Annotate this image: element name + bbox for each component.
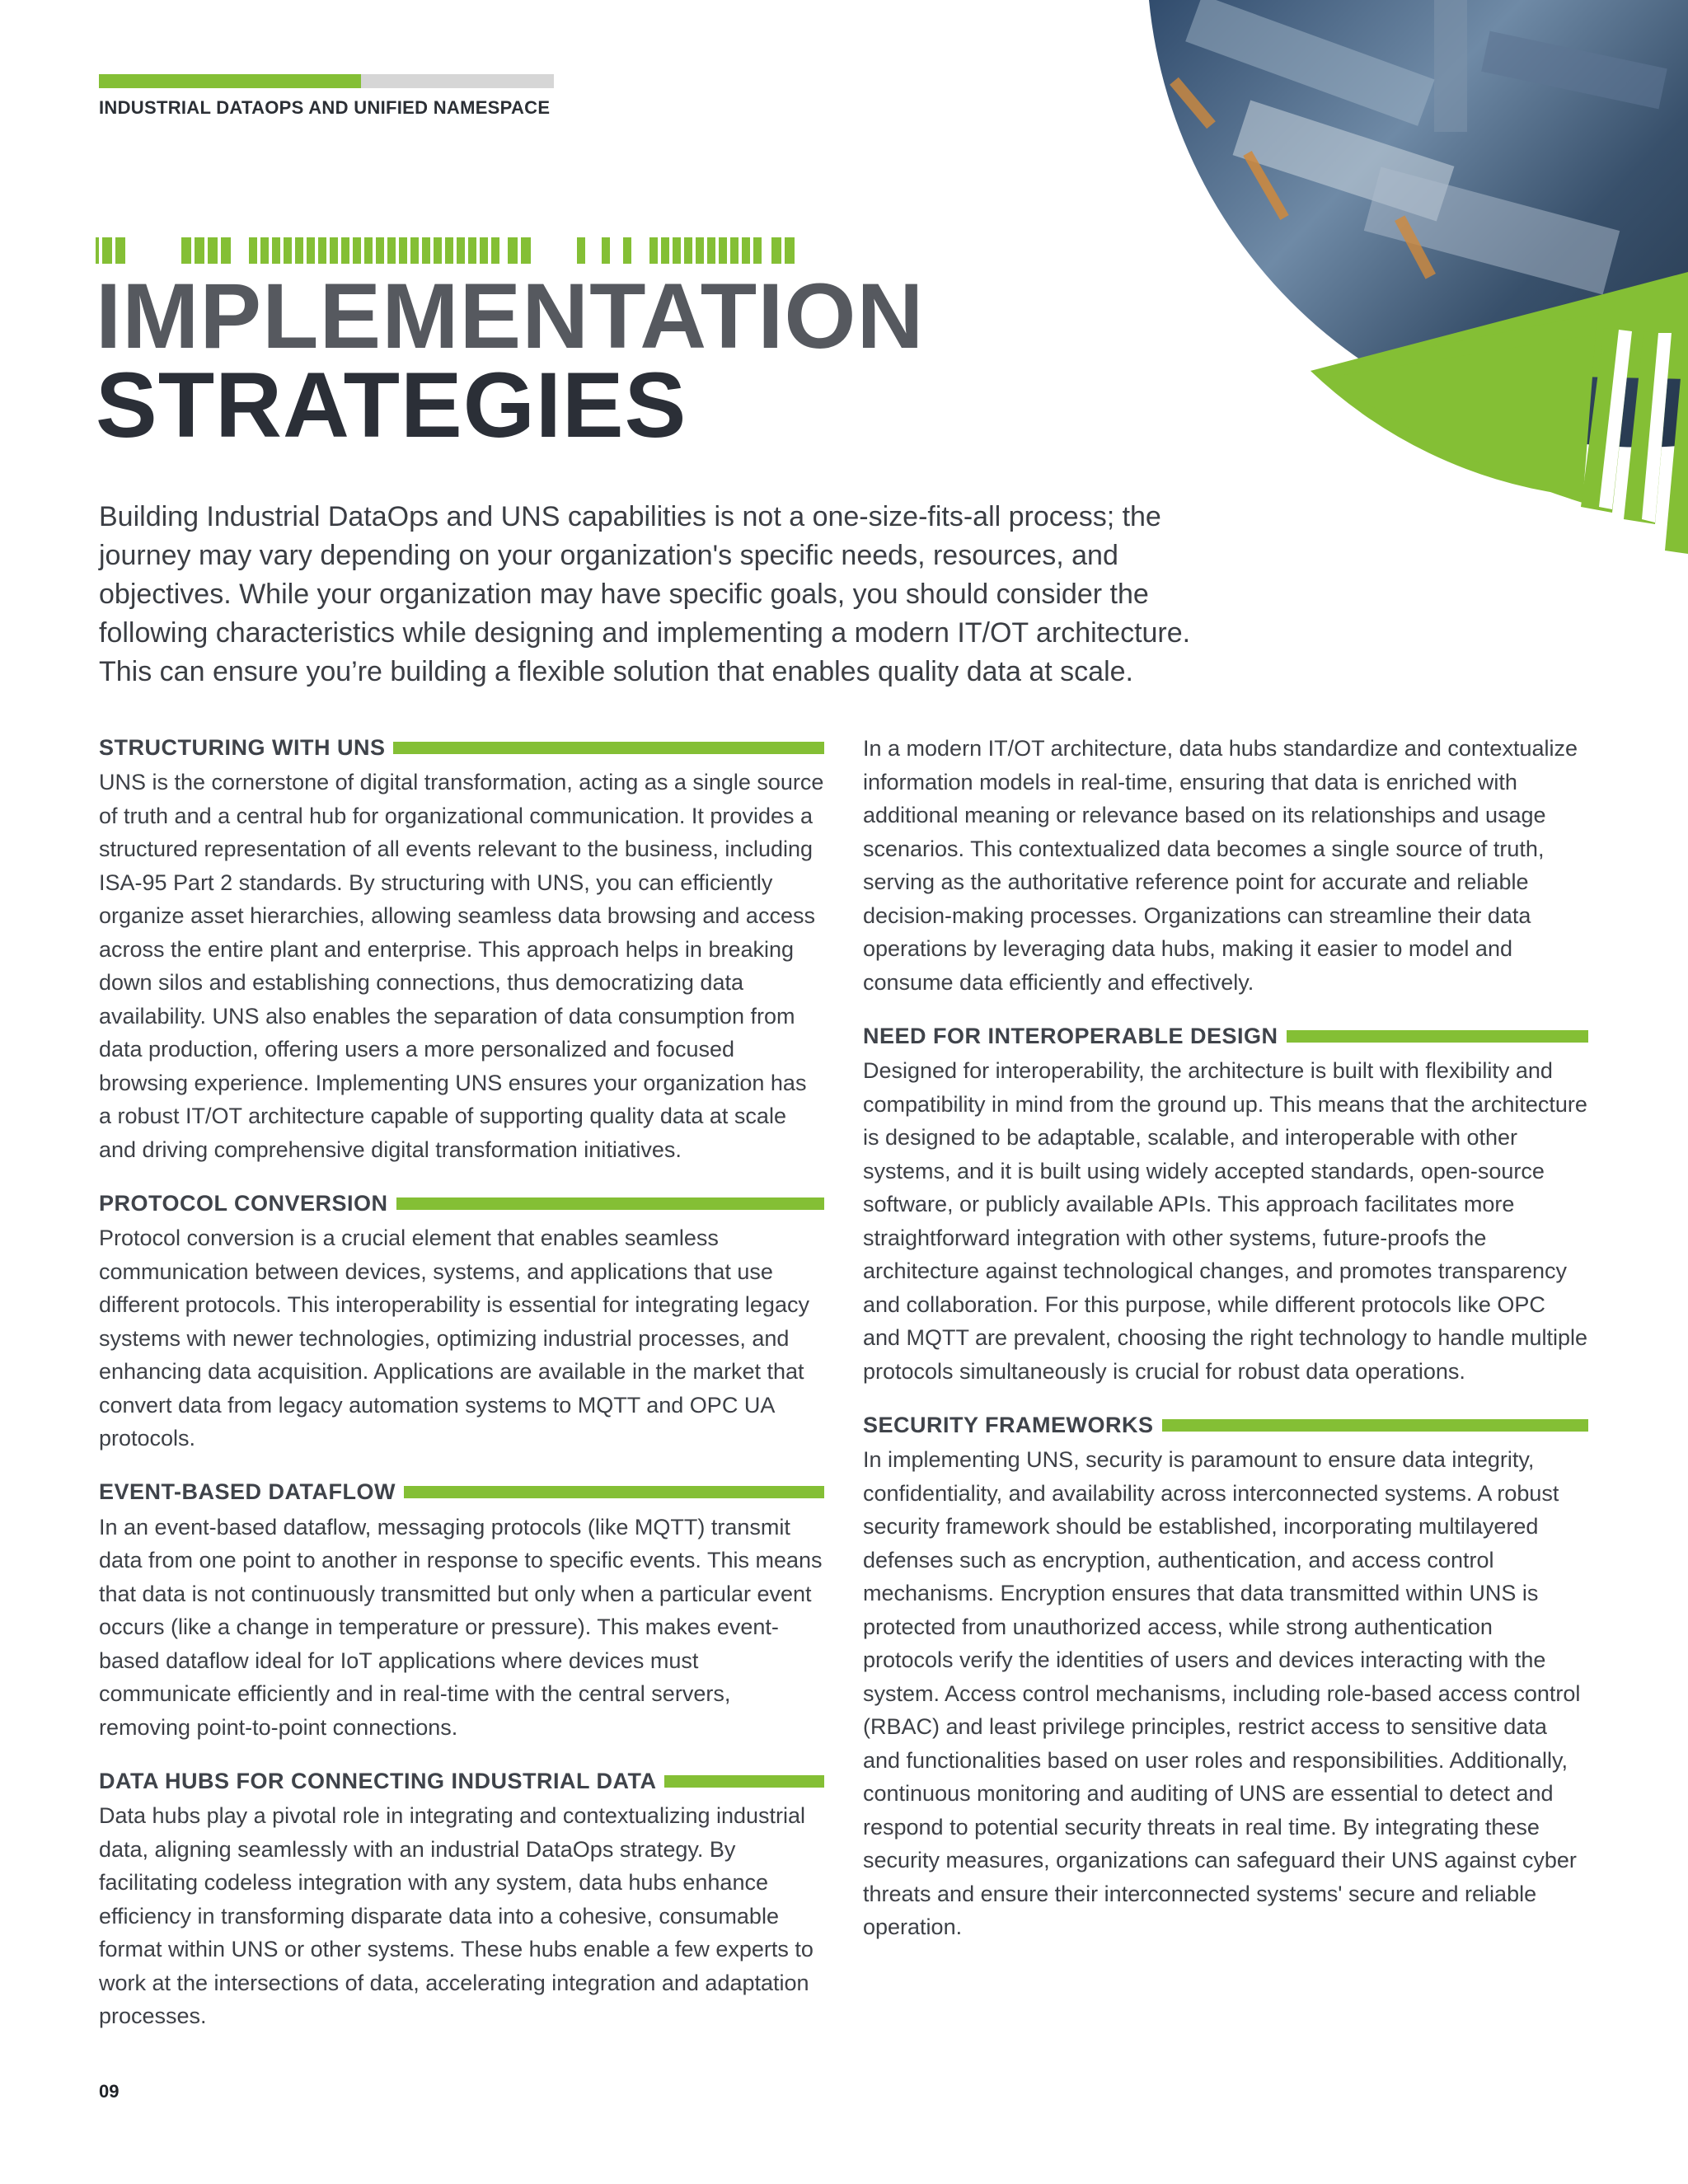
section-event-based-dataflow [99, 1477, 824, 1745]
page-number: 09 [99, 2081, 120, 2102]
section-heading-row [99, 1188, 824, 1219]
data-hubs-continued-paragraph: In a modern IT/OT architecture, data hubs standardize and contextualize information models in real-time, ensuring that data is enriched with additional meaning or relevance based on its relationships and usage scenarios. This contextualized data becomes a single source of truth, serving as the authoritative reference point for accurate and reliable decision-making processes. Organizations can streamline their data operations by leveraging data hubs, making it easier to model and consume data efficiently and effectively. [863, 736, 1578, 995]
section-heading-row [99, 1765, 824, 1797]
section-body: Protocol conversion is a crucial element that enables seamless communication between devices, systems, and applications that use different protocols. This interoperability is essential for integrating legacy systems with newer technologies, optimizing industrial processes, and enhancing data acquisition. Applications are available in the market that convert data from legacy automation systems to MQTT and OPC UA protocols. [99, 1226, 809, 1451]
running-title: INDUSTRIAL DATAOPS AND UNIFIED NAMESPACE [99, 97, 551, 118]
section-heading: DATA HUBS FOR CONNECTING INDUSTRIAL DATA [99, 1768, 657, 1793]
section-heading-row [863, 1409, 1588, 1441]
section-body: In implementing UNS, security is paramount to ensure data integrity, confidentiality, and availability across interconnected systems. A robust security framework should be established, incorporating multilayered defenses such as encryption, authentication, and access control mechanisms. Encryption ensures that data transmitted within UNS is protected from unauthorized access, while strong authentication protocols verify the identities of users and devices interacting with the system. Access control mechanisms, including role-based access control (RBAC) and least privilege principles, restrict access to sensitive data and functionalities based on user roles and responsibilities. Additionally, continuous monitoring and auditing of UNS are essential to detect and respond to potential security threats in real time. By integrating these security measures, organizations can safeguard their UNS against cyber threats and ensure their interconnected systems' secure and reliable operation. [863, 1447, 1581, 1939]
section-body: UNS is the cornerstone of digital transformation, acting as a single source of truth and a central hub for organizational communication. It provides a structured representation of all events relevant to the business, including ISA-95 Part 2 standards. By structuring with UNS, you can efficiently organize asset hierarchies, allowing seamless data browsing and access across the entire plant and enterprise. This approach helps in breaking down silos and establishing connections, thus democratizing data availability. UNS also enables the separation of data consumption from data production, offering users a more personalized and focused browsing experience. Implementing UNS ensures your organization has a robust IT/OT architecture capable of supporting quality data at scale and driving comprehensive digital transformation initiatives. [99, 770, 824, 1162]
right-column [863, 732, 1588, 1966]
header-bar-gray [361, 74, 554, 88]
section-interoperable-design [863, 1020, 1588, 1388]
header-bar-green [99, 74, 361, 88]
section-heading-row [99, 1477, 824, 1508]
heading-rule [664, 1775, 824, 1788]
section-heading: EVENT-BASED DATAFLOW [99, 1479, 396, 1504]
section-security-frameworks [863, 1409, 1588, 1944]
heading-rule [1162, 1419, 1588, 1432]
section-structuring-with-uns [99, 732, 824, 1166]
heading-rule [393, 742, 824, 754]
intro-paragraph: Building Industrial DataOps and UNS capabilities is not a one-size-fits-all process; the journey may vary depending on your organization's specific needs, resources, and objectives. While your organization may have specific goals, you should consider the following characteristics while designing and implementing a modern IT/OT architecture. This can ensure you’re building a flexible solution that enables quality data at scale. [99, 501, 1191, 687]
section-body: Designed for interoperability, the architecture is built with flexibility and compatibility in mind from the ground up. This means that the architecture is designed to be adaptable, scalable, and interoperable with other systems, and it is built using widely accepted standards, open-source software, or publicly available APIs. This approach facilitates more straightforward integration with other systems, future-proofs the architecture against technological changes, and promotes transparency and collaboration. For this purpose, while different protocols like OPC and MQTT are prevalent, choosing the right technology to handle multiple protocols simultaneously is crucial for robust data operations. [863, 1058, 1588, 1384]
factory-photo-arc-icon [1137, 0, 1688, 577]
section-data-hubs [99, 1765, 824, 2033]
section-heading: SECURITY FRAMEWORKS [863, 1412, 1154, 1437]
section-body: Data hubs play a pivotal role in integrating and contextualizing industrial data, aligning seamlessly with an industrial DataOps strategy. By facilitating codeless integration with any system, data hubs enhance efficiency in transforming disparate data into a cohesive, consumable format within UNS or other systems. These hubs enable a few experts to work at the intersections of data, accelerating integration and adaptation processes. [99, 1803, 814, 2028]
section-heading: STRUCTURING WITH UNS [99, 734, 386, 760]
section-heading: PROTOCOL CONVERSION [99, 1190, 388, 1216]
left-column [99, 732, 824, 2055]
heading-rule [404, 1486, 824, 1498]
section-heading-row [99, 732, 824, 763]
page-title-line1: IMPLEMENTATION [96, 265, 925, 368]
section-body: In an event-based dataflow, messaging protocols (like MQTT) transmit data from one point to another in response to specific events. This means that data is not continuously transmitted but only when a particular event occurs (like a change in temperature or pressure). This makes event-based dataflow ideal for IoT applications where devices must communicate efficiently and in real-time with the central servers, removing point-to-point connections. [99, 1514, 823, 1740]
heading-rule [396, 1197, 824, 1210]
section-heading-row [863, 1020, 1588, 1052]
page-title [96, 265, 925, 457]
title-dash-decoration [96, 236, 837, 265]
page-title-line2: STRATEGIES [96, 354, 687, 457]
heading-rule [1287, 1030, 1588, 1043]
section-protocol-conversion [99, 1188, 824, 1455]
section-heading: NEED FOR INTEROPERABLE DESIGN [863, 1023, 1278, 1048]
